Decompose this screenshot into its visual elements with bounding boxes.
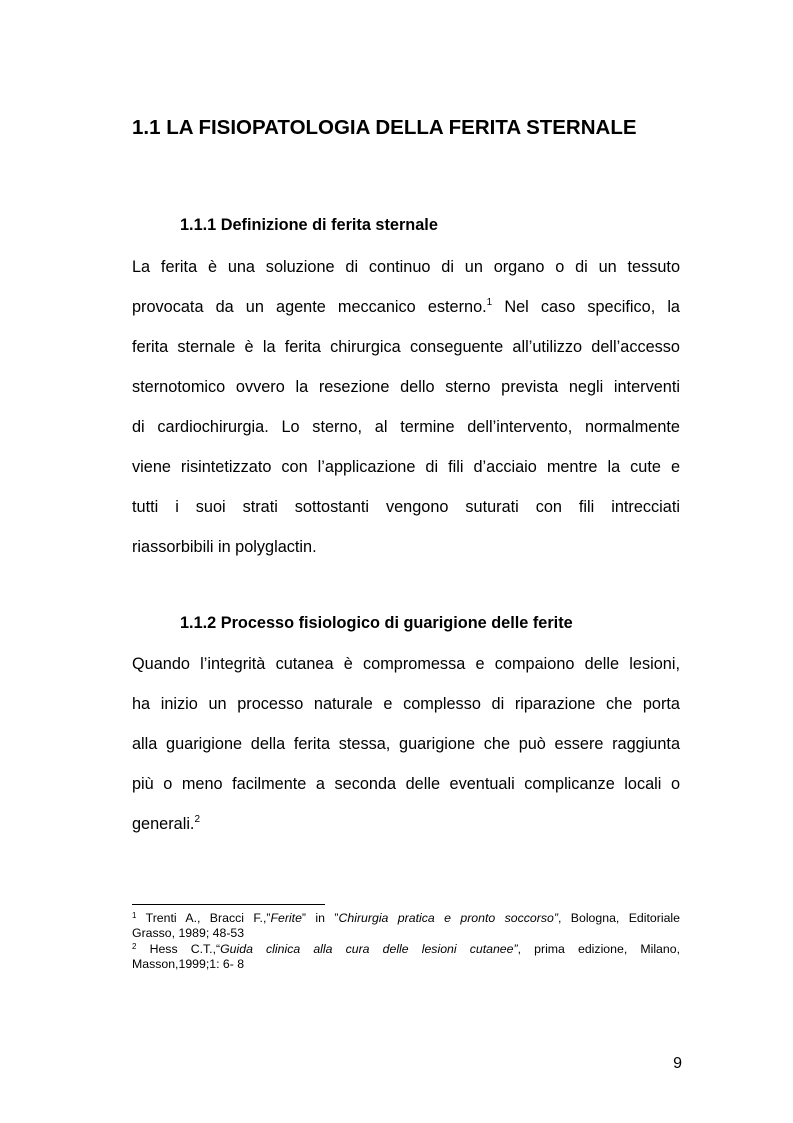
paragraph-line: tutti i suoi strati sottostanti vengono suturati con fili intrecciati (132, 498, 680, 516)
footnote-line: Masson,1999;1: 6- 8 (132, 956, 245, 971)
footnote-text: Trenti A., Bracci F.,” (145, 911, 271, 925)
page-number: 9 (673, 1055, 682, 1072)
footnote-number: 2 (132, 942, 137, 951)
paragraph-line: viene risintetizzato con l’applicazione di fili d’acciaio mentre la cute e (132, 458, 680, 476)
footnote-1 (132, 911, 680, 940)
paragraph-line: più o meno facilmente a seconda delle eventuali complicanze locali o (132, 775, 680, 793)
paragraph-line: ferita sternale è la ferita chirurgica conseguente all’utilizzo dell’accesso (132, 338, 680, 356)
footnote-italic: Chirurgia pratica e pronto soccorso” (338, 911, 558, 925)
chapter-title: 1.1 LA FISIOPATOLOGIA DELLA FERITA STERNALE (132, 116, 637, 139)
footnote-separator (132, 904, 325, 905)
section-1-1-1-paragraph (132, 253, 680, 573)
footnote-ref-2[interactable]: 2 (194, 814, 201, 825)
footnote-line: Grasso, 1989; 48-53 (132, 925, 245, 940)
paragraph-line: Quando l’integrità cutanea è compromessa e compaiono delle lesioni, (132, 655, 680, 673)
footnote-number: 1 (132, 911, 137, 920)
footnote-text: , Bologna, Editoriale (557, 911, 680, 925)
paragraph-line: alla guarigione della ferita stessa, guarigione che può essere raggiunta (132, 735, 680, 753)
line-text: generali. (132, 815, 195, 833)
paragraph-line: ha inizio un processo naturale e complesso di riparazione che porta (132, 695, 680, 713)
footnote-text: , prima edizione, Milano, (517, 942, 680, 956)
paragraph-line: di cardiochirurgia. Lo sterno, al termine dell’intervento, normalmente (132, 418, 680, 436)
footnote-italic: Guida clinica alla cura delle lesioni cutanee” (220, 942, 518, 956)
footnote-2 (132, 942, 680, 971)
footnote-line (132, 911, 680, 926)
section-heading-1-1-1: 1.1.1 Definizione di ferita sternale (180, 216, 438, 234)
paragraph-line: La ferita è una soluzione di continuo di un organo o di un tessuto (132, 258, 680, 276)
line-text: provocata da un agente meccanico esterno. (132, 298, 487, 316)
paragraph-line (132, 810, 680, 850)
footnote-ref-1[interactable]: 1 (486, 297, 493, 308)
footnote-italic: Ferite (270, 911, 302, 925)
paragraph-line: sternotomico ovvero la resezione dello sterno prevista negli interventi (132, 378, 680, 396)
section-heading-1-1-2: 1.1.2 Processo fisiologico di guarigione delle ferite (180, 614, 573, 632)
footnote-text: ” in ” (301, 911, 339, 925)
footnote-line (132, 942, 680, 957)
section-1-1-2-paragraph (132, 650, 680, 850)
paragraph-line (132, 293, 680, 333)
paragraph-line: riassorbibili in polyglactin. (132, 538, 317, 556)
footnote-text: Hess C.T.,“ (149, 942, 221, 956)
line-text: Nel caso specifico, la (492, 298, 680, 316)
